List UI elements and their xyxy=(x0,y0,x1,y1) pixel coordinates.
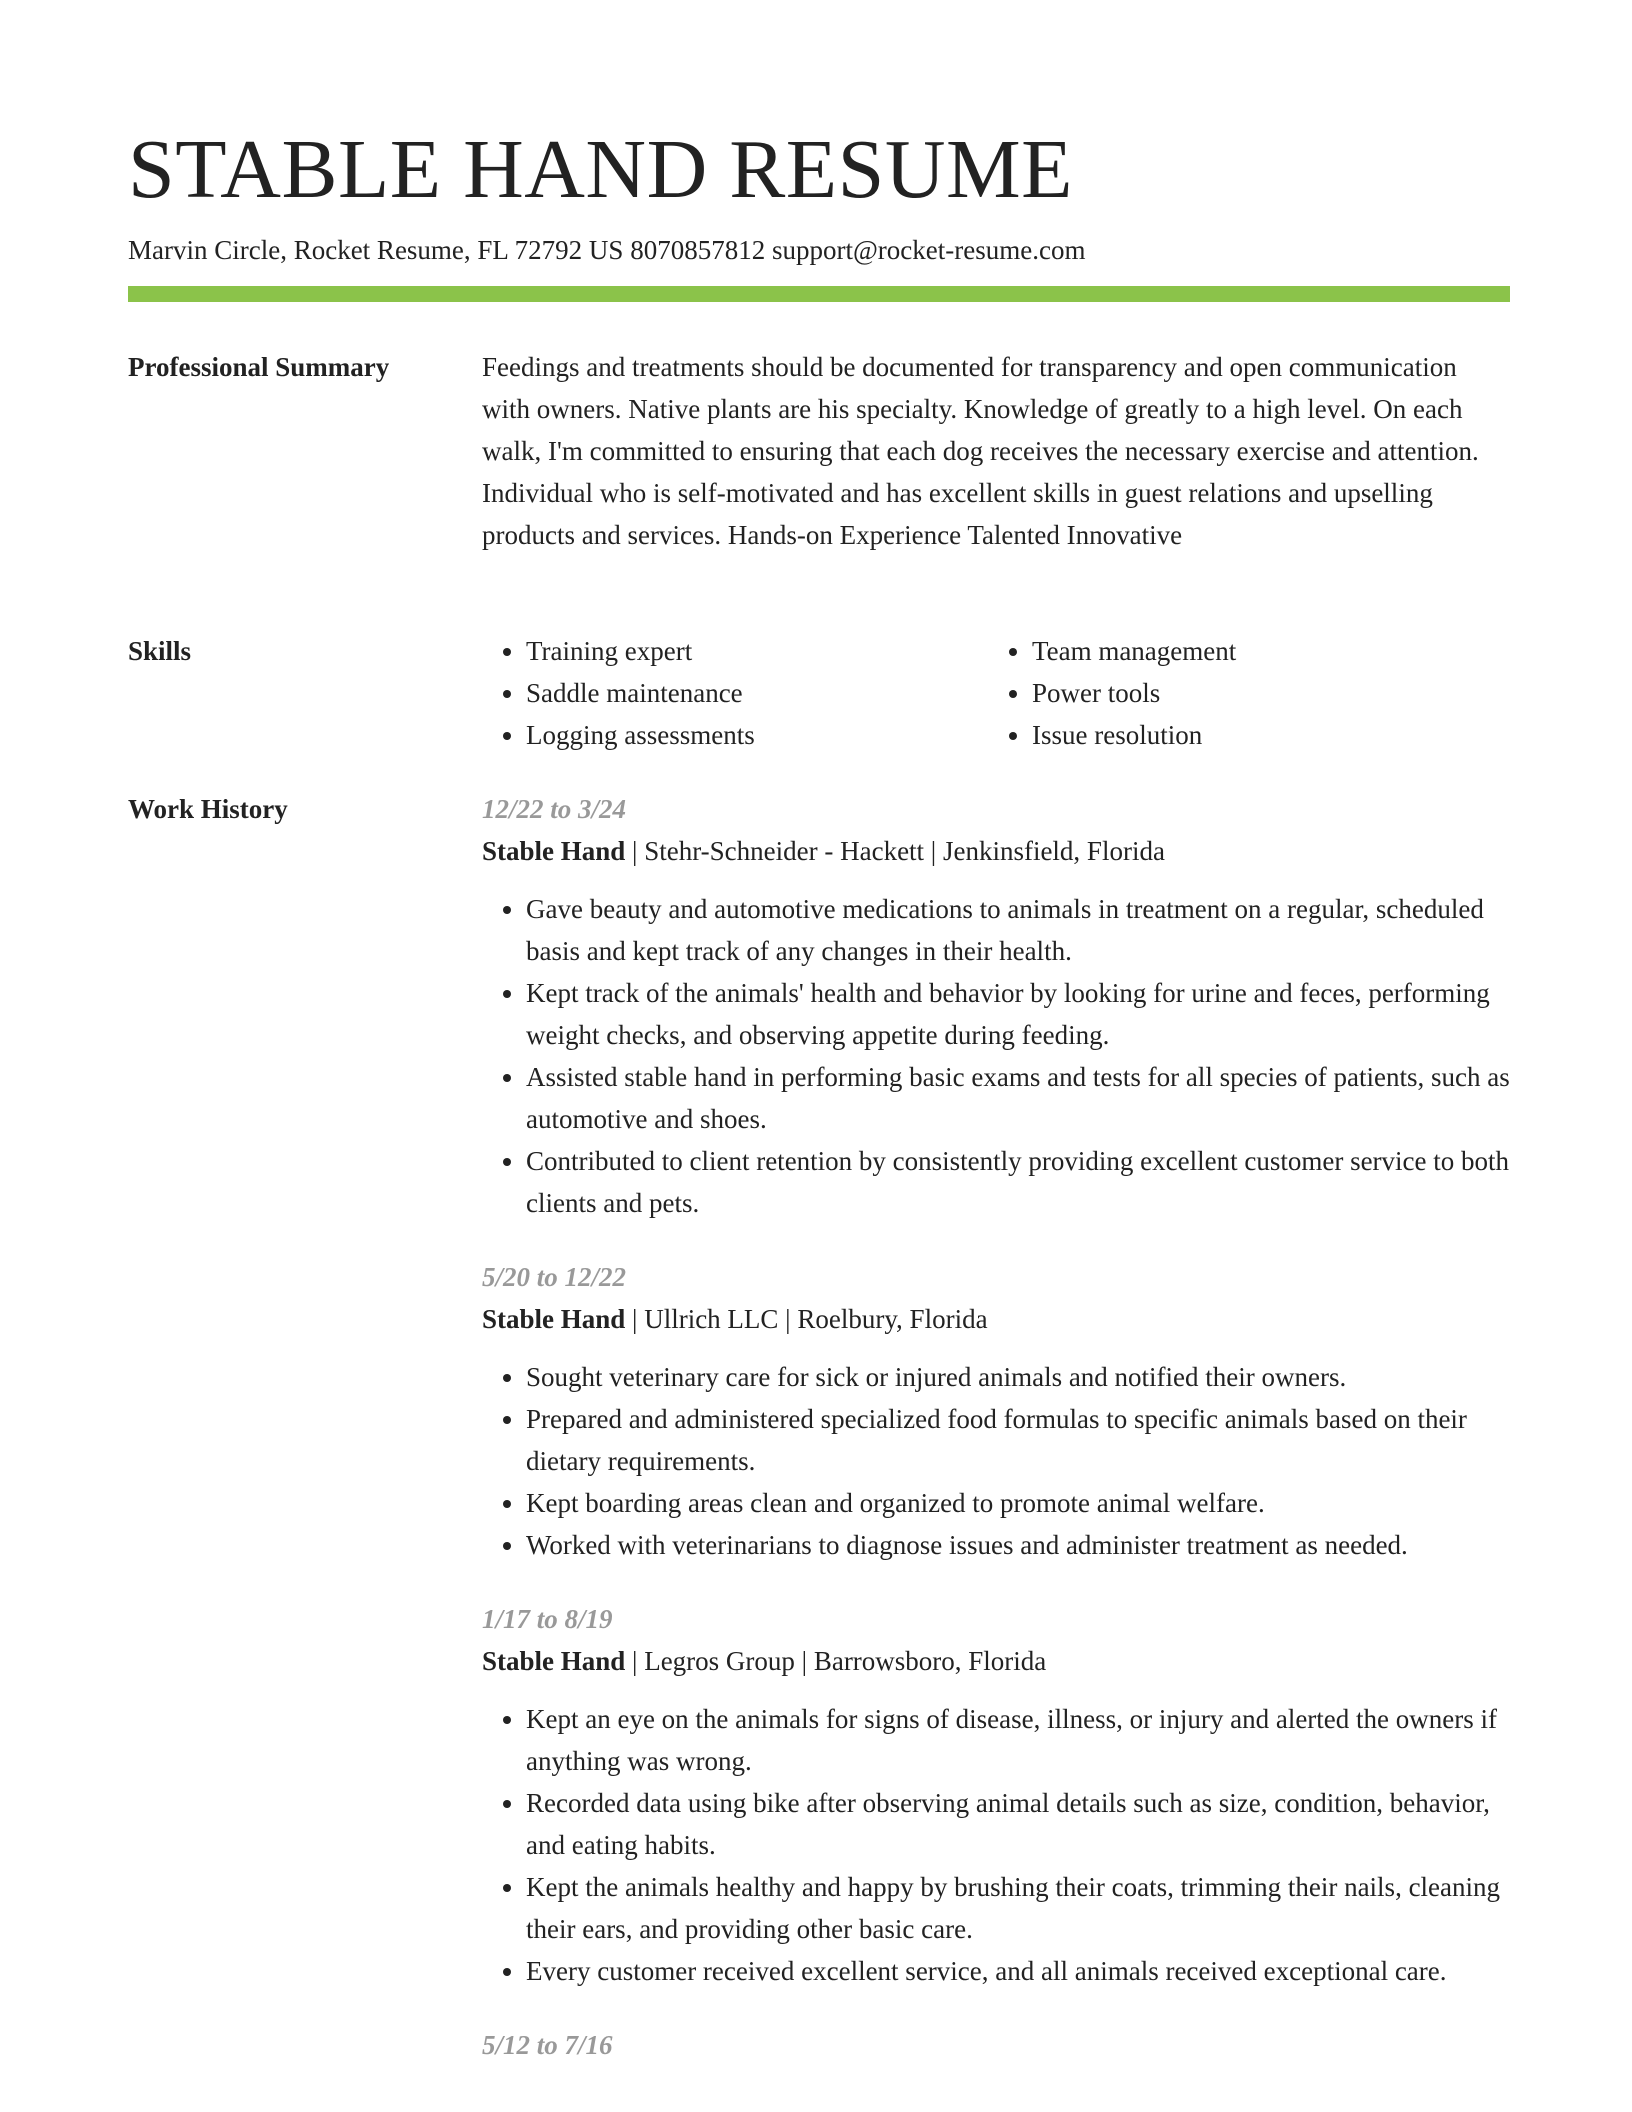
skill-item: • Team management xyxy=(1032,630,1494,672)
job-details: | Ullrich LLC | Roelbury, Florida xyxy=(625,1304,988,1334)
job-entry xyxy=(482,1598,1510,1992)
job-entry xyxy=(482,2024,1510,2066)
job-dates: 5/12 to 7/16 xyxy=(482,2030,613,2060)
job-duties xyxy=(482,888,1510,1224)
job-dates: 5/20 to 12/22 xyxy=(482,1262,627,1292)
job-title: Stable Hand xyxy=(482,1304,626,1334)
job-heading xyxy=(482,830,1510,872)
skills-body xyxy=(482,630,1510,756)
job-duty: • Prepared and administered specialized food formulas to specific animals based on their dietary requirements. xyxy=(526,1398,1510,1482)
skill-item: • Issue resolution xyxy=(1032,714,1494,756)
skills-list-1 xyxy=(482,630,988,756)
job-dates: 12/22 to 3/24 xyxy=(482,794,627,824)
skill-item: • Power tools xyxy=(1032,672,1494,714)
job-heading xyxy=(482,1640,1510,1682)
job-title: Stable Hand xyxy=(482,1646,626,1676)
skills-list-2 xyxy=(988,630,1494,756)
skill-item: • Logging assessments xyxy=(526,714,988,756)
job-title: Stable Hand xyxy=(482,836,626,866)
contact-info: Marvin Circle, Rocket Resume, FL 72792 US 8070857812 support@rocket-resume.com xyxy=(128,235,1086,265)
job-duty: • Sought veterinary care for sick or injured animals and notified their owners. xyxy=(526,1356,1510,1398)
header-divider xyxy=(128,286,1510,302)
work-label: Work History xyxy=(128,794,288,824)
job-duties xyxy=(482,1356,1510,1566)
job-duty: • Kept track of the animals' health and behavior by looking for urine and feces, performing weight checks, and observing appetite during feeding. xyxy=(526,972,1510,1056)
job-duty: • Kept boarding areas clean and organized to promote animal welfare. xyxy=(526,1482,1510,1524)
page-title: STABLE HAND RESUME xyxy=(128,123,1073,216)
summary-label: Professional Summary xyxy=(128,352,390,382)
skill-item: • Saddle maintenance xyxy=(526,672,988,714)
job-dates: 1/17 to 8/19 xyxy=(482,1604,613,1634)
summary-body xyxy=(482,346,1510,556)
job-duty: • Worked with veterinarians to diagnose issues and administer treatment as needed. xyxy=(526,1524,1510,1566)
skills-column-1 xyxy=(482,630,988,756)
job-duty: • Assisted stable hand in performing basic exams and tests for all species of patients, such as automotive and shoes. xyxy=(526,1056,1510,1140)
job-duty: • Kept the animals healthy and happy by brushing their coats, trimming their nails, cleaning their ears, and providing other basic care. xyxy=(526,1866,1510,1950)
job-details: | Legros Group | Barrowsboro, Florida xyxy=(625,1646,1047,1676)
work-body xyxy=(482,788,1510,2098)
summary-text: Feedings and treatments should be documented for transparency and open communication with owners. Native plants are his specialty. Knowledge of greatly to a high level. On each walk, I'm committed to ensuring that each dog receives the necessary exercise and attention. Individual who is self-motivated and has excellent skills in guest relations and upselling products and services. Hands-on Experience Talented Innovative xyxy=(482,352,1479,550)
job-duty: • Contributed to client retention by consistently providing excellent customer service to both clients and pets. xyxy=(526,1140,1510,1224)
job-entry xyxy=(482,788,1510,1224)
job-entry xyxy=(482,1256,1510,1566)
skills-label: Skills xyxy=(128,636,192,666)
skills-columns xyxy=(482,630,1510,756)
skill-item: • Training expert xyxy=(526,630,988,672)
job-duty: • Every customer received excellent service, and all animals received exceptional care. xyxy=(526,1950,1510,1992)
job-duty: • Recorded data using bike after observing animal details such as size, condition, behavior, and eating habits. xyxy=(526,1782,1510,1866)
job-duties xyxy=(482,1698,1510,1992)
skills-column-2 xyxy=(988,630,1494,756)
job-heading xyxy=(482,1298,1510,1340)
job-duty: • Gave beauty and automotive medications to animals in treatment on a regular, scheduled basis and kept track of any changes in their health. xyxy=(526,888,1510,972)
job-details: | Stehr-Schneider - Hackett | Jenkinsfield, Florida xyxy=(625,836,1165,866)
job-duty: • Kept an eye on the animals for signs of disease, illness, or injury and alerted the owners if anything was wrong. xyxy=(526,1698,1510,1782)
